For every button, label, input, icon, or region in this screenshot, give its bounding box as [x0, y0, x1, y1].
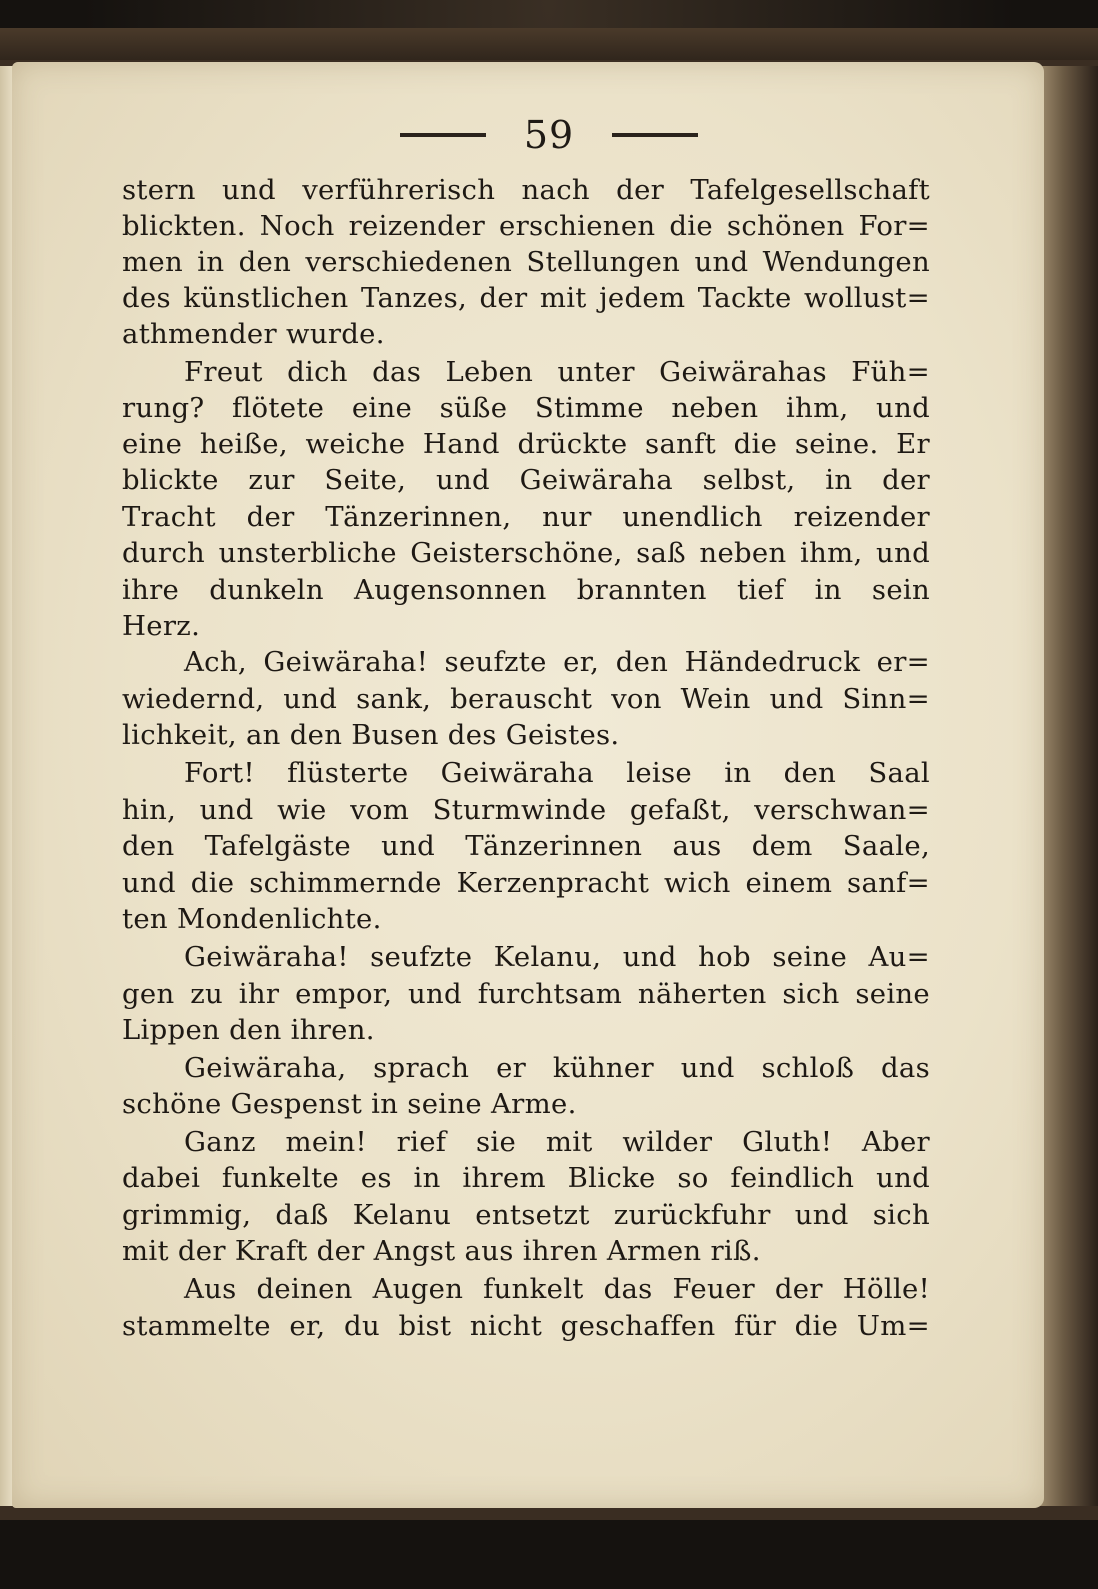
header-rule-right: [612, 133, 698, 137]
text-line: blickten. Noch reizender erschienen die schönen For=: [122, 210, 930, 242]
text-line: blickte zur Seite, und Geiwäraha selbst, in der: [122, 464, 930, 496]
body-text: [122, 172, 930, 1402]
text-line: Lippen den ihren.: [122, 1014, 375, 1046]
page-number: 59: [523, 113, 575, 157]
text-line: gen zu ihr empor, und furchtsam näherten sich seine: [122, 978, 930, 1010]
text-line: Ganz mein! rief sie mit wilder Gluth! Aber: [184, 1126, 930, 1158]
text-line: Herz.: [122, 610, 201, 642]
text-line: grimmig, daß Kelanu entsetzt zurückfuhr und sich: [122, 1199, 930, 1231]
text-line: Geiwäraha! seufzte Kelanu, und hob seine Au=: [184, 941, 930, 973]
text-line: rung? flötete eine süße Stimme neben ihm, und: [122, 392, 930, 424]
page-header: [0, 110, 1098, 160]
text-line: Geiwäraha, sprach er kühner und schloß das: [184, 1052, 930, 1084]
text-line: lichkeit, an den Busen des Geistes.: [122, 719, 620, 751]
text-line: durch unsterbliche Geisterschöne, saß neben ihm, und: [122, 537, 930, 569]
text-line: Fort! flüsterte Geiwäraha leise in den Saal: [184, 757, 930, 789]
header-rule-left: [400, 133, 486, 137]
text-line: ten Mondenlichte.: [122, 903, 382, 935]
text-line: Ach, Geiwäraha! seufzte er, den Händedruck er=: [184, 646, 930, 678]
text-line: eine heiße, weiche Hand drückte sanft die seine. Er: [122, 428, 930, 460]
text-line: und die schimmernde Kerzenpracht wich einem sanf=: [122, 867, 930, 899]
text-line: des künstlichen Tanzes, der mit jedem Tackte wollust=: [122, 282, 930, 314]
text-line: schöne Gespenst in seine Arme.: [122, 1088, 577, 1120]
text-line: Aus deinen Augen funkelt das Feuer der Hölle!: [184, 1273, 930, 1305]
text-line: athmender wurde.: [122, 318, 385, 350]
text-line: stammelte er, du bist nicht geschaffen für die Um=: [122, 1310, 930, 1342]
text-line: wiedernd, und sank, berauscht von Wein und Sinn=: [122, 683, 930, 715]
text-line: Tracht der Tänzerinnen, nur unendlich reizender: [122, 501, 930, 533]
text-line: ihre dunkeln Augensonnen brannten tief in sein: [122, 574, 930, 606]
text-line: hin, und wie vom Sturmwinde gefaßt, verschwan=: [122, 794, 930, 826]
text-line: mit der Kraft der Angst aus ihren Armen riß.: [122, 1235, 761, 1267]
text-line: dabei funkelte es in ihrem Blicke so feindlich und: [122, 1162, 930, 1194]
text-line: Freut dich das Leben unter Geiwärahas Füh=: [184, 356, 930, 388]
text-line: men in den verschiedenen Stellungen und Wendungen: [122, 246, 930, 278]
text-line: den Tafelgäste und Tänzerinnen aus dem Saale,: [122, 830, 930, 862]
text-line: stern und verführerisch nach der Tafelgesellschaft: [122, 174, 930, 206]
page-edges: [1040, 66, 1098, 1506]
